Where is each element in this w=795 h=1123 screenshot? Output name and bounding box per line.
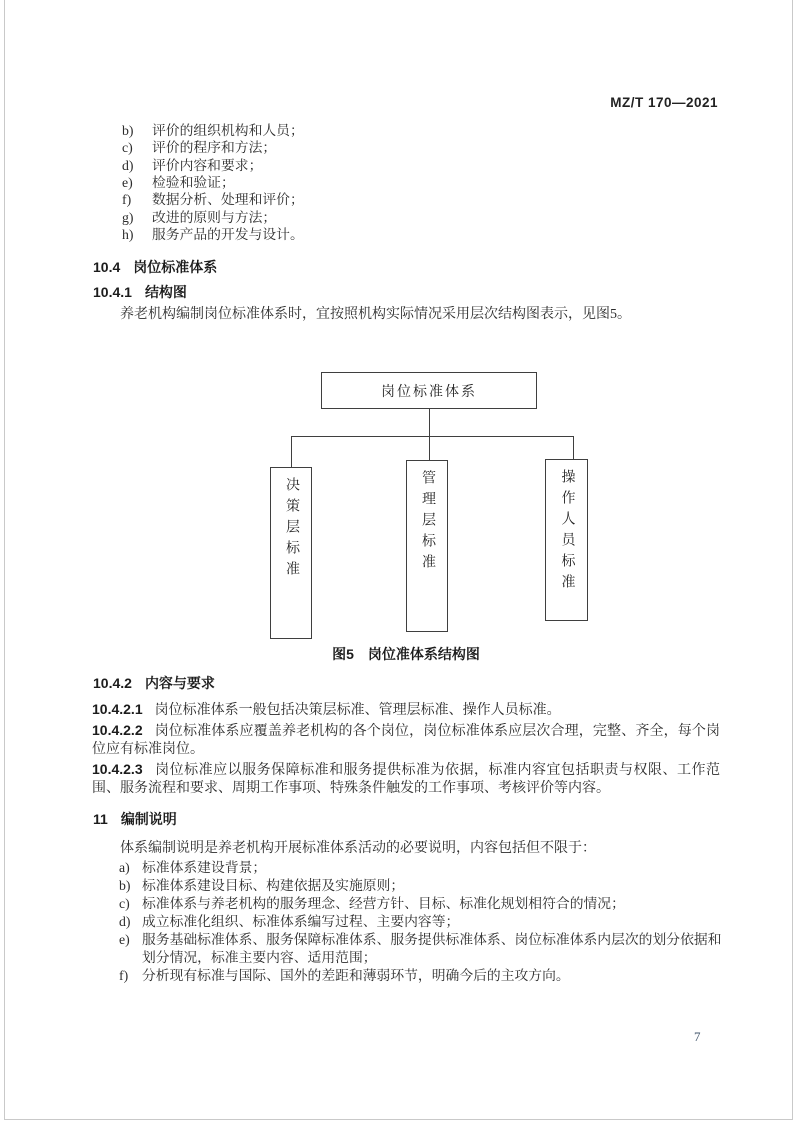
clause-number: 10.4.2.2 [92, 721, 143, 738]
list-item-text: 评价的程序和方法； [152, 140, 277, 156]
list-item [92, 209, 724, 226]
clause-10-4-2-2 [92, 721, 720, 760]
list-item-text: 标准体系建设目标、构建依据及实施原则； [142, 878, 405, 893]
list-item [92, 967, 724, 985]
diagram-connector-horizontal [291, 436, 574, 437]
list-item [92, 191, 724, 208]
clause-number: 10.4.2.3 [92, 760, 143, 777]
list-item [92, 122, 724, 139]
diagram-connector-drop-middle [429, 436, 430, 460]
list-item-letter: b) [119, 878, 131, 893]
section-number: 10.4 [93, 259, 121, 275]
section-heading-10-4 [93, 257, 217, 277]
list-item-text: 评价内容和要求； [152, 157, 263, 173]
page-number: 7 [694, 1029, 701, 1044]
list-item-text: 服务产品的开发与设计。 [152, 227, 304, 243]
diagram-node-label: 决策层标准 [284, 477, 299, 582]
list-item [92, 877, 724, 895]
list-item-letter: e) [122, 175, 133, 191]
section-heading-10-4-1 [93, 282, 187, 302]
list-item-letter: d) [119, 914, 131, 929]
paragraph-structure-intro: 养老机构编制岗位标准体系时，宜按照机构实际情况采用层次结构图表示，见图5。 [120, 307, 631, 322]
section-number: 11 [93, 811, 108, 827]
clause-10-4-2-1 [92, 700, 720, 721]
section-number: 10.4.2 [93, 675, 132, 691]
list-item [92, 174, 724, 191]
diagram-connector-drop-left [291, 436, 292, 467]
list-item-text: 分析现有标准与国际、国外的差距和薄弱环节，明确今后的主攻方向。 [142, 968, 570, 983]
diagram-node-label: 操作人员标准 [559, 469, 575, 595]
diagram-connector-vertical [429, 409, 430, 436]
section-title: 编制说明 [120, 811, 177, 827]
list-item-text: 改进的原则与方法； [152, 209, 277, 225]
list-item-text: 标准体系与养老机构的服务理念、经营方针、目标、标准化规划相符合的情况； [142, 896, 625, 911]
clause-text: 岗位标准体系应覆盖养老机构的各个岗位，岗位标准体系应层次合理，完整、齐全，每个岗位应有标准岗位。 [92, 723, 720, 758]
diagram-root-node: 岗位标准体系 [321, 372, 537, 409]
diagram-node-decision-layer [270, 467, 312, 639]
list-item-letter: c) [122, 140, 133, 156]
list-item-letter: a) [119, 860, 130, 875]
list-item-text: 数据分析、处理和评价； [152, 192, 304, 208]
list-item-letter: b) [122, 123, 134, 138]
list-item-letter: f) [122, 192, 132, 208]
list-item-letter: c) [119, 896, 130, 911]
clause-text: 岗位标准体系一般包括决策层标准、管理层标准、操作人员标准。 [154, 703, 561, 718]
section-heading-11 [93, 809, 177, 829]
clauses-block [92, 700, 720, 799]
list-item [92, 139, 724, 156]
evaluation-items-list [92, 122, 724, 243]
list-item-text: 服务基础标准体系、服务保障标准体系、服务提供标准体系、岗位标准体系内层次的划分依据和划分情况，标准主要内容、适用范围； [142, 932, 722, 965]
section-number: 10.4.1 [93, 284, 132, 300]
section-heading-10-4-2 [93, 673, 215, 693]
list-item-text: 标准体系建设背景； [142, 860, 267, 875]
list-item-letter: f) [119, 968, 129, 983]
paragraph-compilation-intro: 体系编制说明是养老机构开展标准体系活动的必要说明，内容包括但不限于： [120, 841, 596, 856]
section-title: 结构图 [144, 284, 187, 300]
diagram-node-label: 管理层标准 [420, 470, 435, 575]
list-item-letter: d) [122, 157, 134, 173]
clause-text: 岗位标准应以服务保障标准和服务提供标准为依据，标准内容宜包括职责与权限、工作范围、服务流程和要求、周期工作事项、特殊条件触发的工作事项、考核评价等内容。 [92, 762, 720, 797]
list-item-text: 评价的组织机构和人员； [152, 123, 304, 138]
clause-number: 10.4.2.1 [92, 701, 143, 717]
list-item [92, 931, 724, 967]
list-item-letter: e) [119, 932, 130, 947]
list-item-text: 成立标准化组织、标准体系编写过程、主要内容等； [142, 914, 460, 929]
list-item [92, 157, 724, 174]
diagram-node-management-layer [406, 460, 448, 632]
section-title: 岗位标准体系 [133, 259, 218, 275]
clause-10-4-2-3 [92, 760, 720, 799]
list-item [92, 913, 724, 931]
list-item [92, 226, 724, 243]
diagram-node-operator-layer [545, 459, 588, 621]
list-item-text: 检验和验证； [152, 175, 235, 191]
compilation-items-list [92, 859, 724, 985]
figure-caption: 图5 岗位准体系结构图 [332, 646, 480, 662]
list-item-letter: g) [122, 209, 134, 225]
list-item [92, 859, 724, 877]
section-title: 内容与要求 [144, 675, 215, 691]
list-item-letter: h) [122, 227, 134, 243]
diagram-connector-drop-right [573, 436, 574, 459]
list-item [92, 895, 724, 913]
doc-code: MZ/T 170—2021 [610, 95, 718, 110]
